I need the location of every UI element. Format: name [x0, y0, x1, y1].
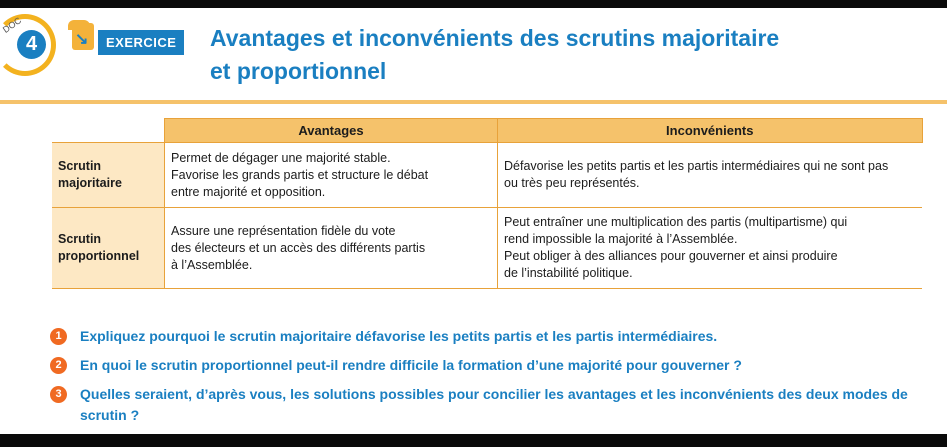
cell-line: de l’instabilité politique.	[504, 266, 633, 280]
cell-line: Permet de dégager une majorité stable.	[171, 150, 391, 165]
cell-line: Peut entraîner une multiplication des partis (multipartisme) qui	[504, 215, 848, 229]
doc-label: DOC	[0, 15, 24, 35]
question-item	[52, 326, 932, 347]
cell-line: Assure une représentation fidèle du vote	[171, 223, 396, 238]
cell-line: ou très peu représentés.	[504, 176, 640, 190]
question-number-badge: 1	[50, 328, 67, 345]
questions-list	[52, 326, 932, 434]
question-number-badge: 2	[50, 357, 67, 374]
header-divider	[0, 100, 947, 104]
question-text: Quelles seraient, d’après vous, les solutions possibles pour concilier les avantages et les inconvénients des deux modes de scrutin ?	[80, 386, 908, 423]
bottom-black-border	[0, 434, 947, 447]
cell-line: Favorise les grands partis et structure le débat	[171, 167, 429, 182]
page-title	[210, 22, 930, 88]
question-item	[52, 384, 932, 426]
exercise-arrow-icon: ↘	[72, 23, 94, 50]
question-text: Expliquez pourquoi le scrutin majoritaire défavorise les petits partis et les partis intermédiaires.	[80, 328, 718, 344]
cell-avantages-proportionnel	[165, 208, 498, 289]
cell-line: Défavorise les petits partis et les partis intermédiaires qui ne sont pas	[504, 159, 889, 173]
cell-line: Peut obliger à des alliances pour gouverner et ainsi produire	[504, 249, 838, 263]
row-label-line: Scrutin	[58, 232, 102, 246]
table-corner	[52, 119, 165, 143]
question-text: En quoi le scrutin proportionnel peut-il rendre difficile la formation d’une majorité pour gouverner ?	[80, 357, 742, 373]
exercise-badge: EXERCICE	[98, 30, 184, 55]
cell-inconvenients-majoritaire	[498, 143, 923, 208]
row-label-proportionnel	[52, 208, 165, 289]
doc-number-badge: 4	[17, 30, 46, 59]
row-label-line: Scrutin	[58, 159, 102, 173]
title-line-1: Avantages et inconvénients des scrutins majoritaire	[210, 25, 780, 51]
question-number-badge: 3	[50, 386, 67, 403]
row-label-line: proportionnel	[58, 249, 140, 263]
row-label-line: majoritaire	[58, 176, 122, 190]
cell-line: entre majorité et opposition.	[171, 184, 326, 199]
document-page	[0, 8, 947, 434]
row-label-majoritaire	[52, 143, 165, 208]
table-row	[52, 208, 922, 289]
cell-inconvenients-proportionnel	[498, 208, 923, 289]
table-row	[52, 143, 922, 208]
column-header-avantages: Avantages	[165, 119, 498, 143]
table-header-row	[52, 119, 922, 143]
comparison-table	[52, 118, 923, 289]
cell-avantages-majoritaire	[165, 143, 498, 208]
question-item	[52, 355, 932, 376]
cell-line: des électeurs et un accès des différents partis	[171, 240, 426, 255]
title-line-2: et proportionnel	[210, 58, 387, 84]
cell-line: à l’Assemblée.	[171, 257, 253, 272]
cell-line: rend impossible la majorité à l’Assemblée.	[504, 232, 738, 246]
top-black-border	[0, 0, 947, 8]
column-header-inconvenients: Inconvénients	[498, 119, 923, 143]
